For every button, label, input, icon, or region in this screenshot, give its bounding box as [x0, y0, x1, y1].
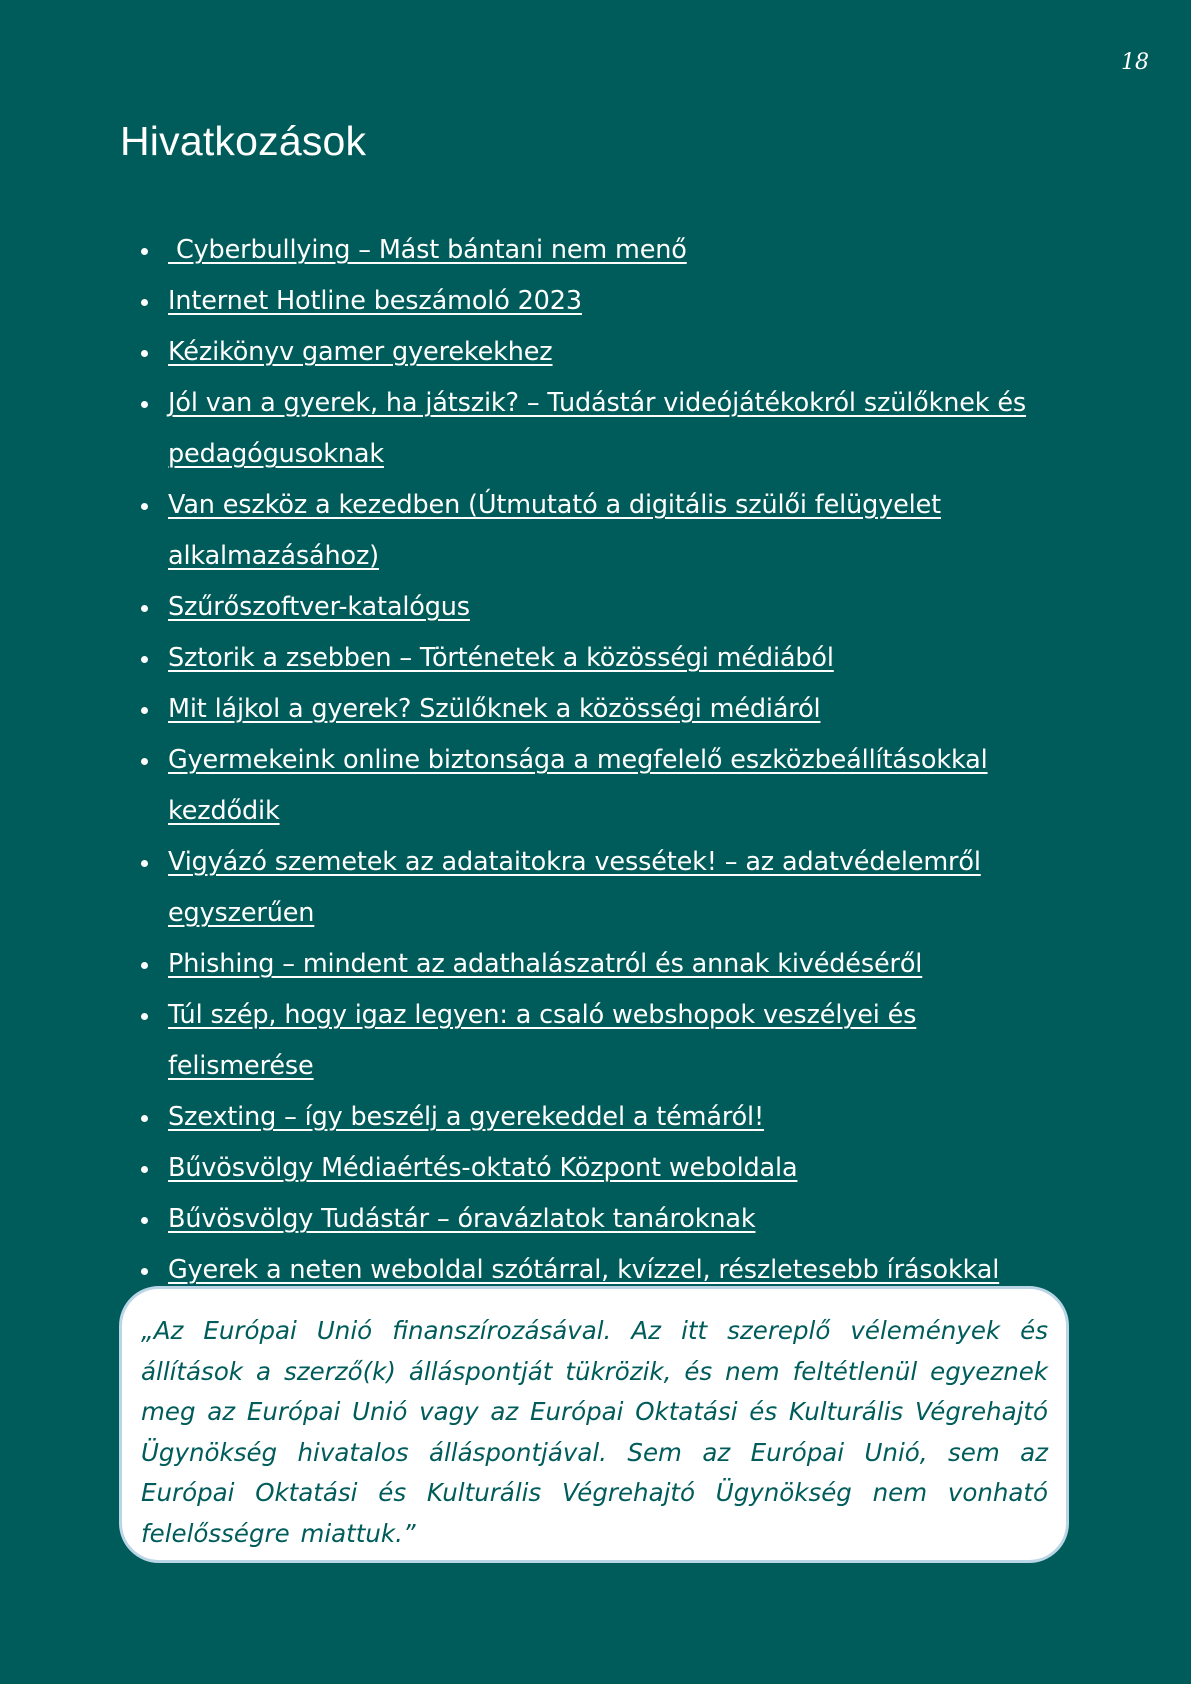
reference-item-data-protection: [168, 837, 1068, 939]
reference-item-gamer-handbook: [168, 327, 1068, 378]
eu-disclaimer-text: „Az Európai Unió finanszírozásával. Az itt szereplő vélemények és állítások a szerző(k) álláspontját tükrözik, és nem feltétlenül egyeznek meg az Európai Unió vagy az Európai Oktatási és Kulturális Végrehajtó Ügynökség hivatalos álláspontjával. Sem az Európai Unió, sem az Európai Oktatási és Kulturális Végrehajtó Ügynökség nem vonható felelősségre miattuk.”: [141, 1316, 1048, 1548]
reference-link[interactable]: Túl szép, hogy igaz legyen: a csaló webshopok veszélyei és felismerése: [168, 1000, 917, 1081]
reference-item-buvosvolgy-website: [168, 1143, 1068, 1194]
reference-item-videogame-knowledgebase: [168, 378, 1068, 480]
reference-link[interactable]: Kézikönyv gamer gyerekekhez: [168, 337, 553, 367]
page-title: Hivatkozások: [120, 118, 367, 164]
reference-link[interactable]: Jól van a gyerek, ha játszik? – Tudástár videójátékokról szülőknek és pedagógusoknak: [168, 388, 1027, 469]
reference-link[interactable]: Cyberbullying – Mást bántani nem menő: [168, 235, 687, 265]
reference-link[interactable]: Sztorik a zsebben – Történetek a közösségi médiából: [168, 643, 834, 673]
reference-item-sexting: [168, 1092, 1068, 1143]
reference-item-cyberbullying: [168, 225, 1068, 276]
reference-link[interactable]: Bűvösvölgy Tudástár – óravázlatok tanároknak: [168, 1204, 756, 1234]
reference-link[interactable]: Internet Hotline beszámoló 2023: [168, 286, 582, 316]
reference-link[interactable]: Phishing – mindent az adathalászatról és annak kivédéséről: [168, 949, 923, 979]
reference-item-hotline-report: [168, 276, 1068, 327]
reference-item-scam-webshops: [168, 990, 1068, 1092]
reference-link[interactable]: Szexting – így beszélj a gyerekeddel a témáról!: [168, 1102, 765, 1132]
reference-item-social-media-stories: [168, 633, 1068, 684]
reference-link[interactable]: Szűrőszoftver-katalógus: [168, 592, 470, 622]
reference-link[interactable]: Bűvösvölgy Médiaértés-oktató Központ weboldala: [168, 1153, 798, 1183]
reference-item-phishing: [168, 939, 1068, 990]
reference-item-device-settings: [168, 735, 1068, 837]
reference-item-social-media-parents: [168, 684, 1068, 735]
reference-link[interactable]: Van eszköz a kezedben (Útmutató a digitális szülői felügyelet alkalmazásához): [168, 490, 941, 571]
reference-item-buvosvolgy-lesson-plans: [168, 1194, 1068, 1245]
reference-item-filter-catalog: [168, 582, 1068, 633]
reference-link[interactable]: Vigyázó szemetek az adataitokra vessétek! – az adatvédelemről egyszerűen: [168, 847, 981, 928]
reference-item-parental-control-guide: [168, 480, 1068, 582]
reference-link[interactable]: Gyermekeink online biztonsága a megfelelő eszközbeállításokkal kezdődik: [168, 745, 988, 826]
reference-link[interactable]: Mit lájkol a gyerek? Szülőknek a közösségi médiáról: [168, 694, 821, 724]
reference-list: [168, 225, 1068, 1296]
eu-disclaimer-box: [119, 1286, 1069, 1563]
page-number: 18: [1121, 50, 1149, 75]
reference-link[interactable]: Gyerek a neten weboldal szótárral, kvízzel, részletesebb írásokkal: [168, 1255, 1000, 1285]
